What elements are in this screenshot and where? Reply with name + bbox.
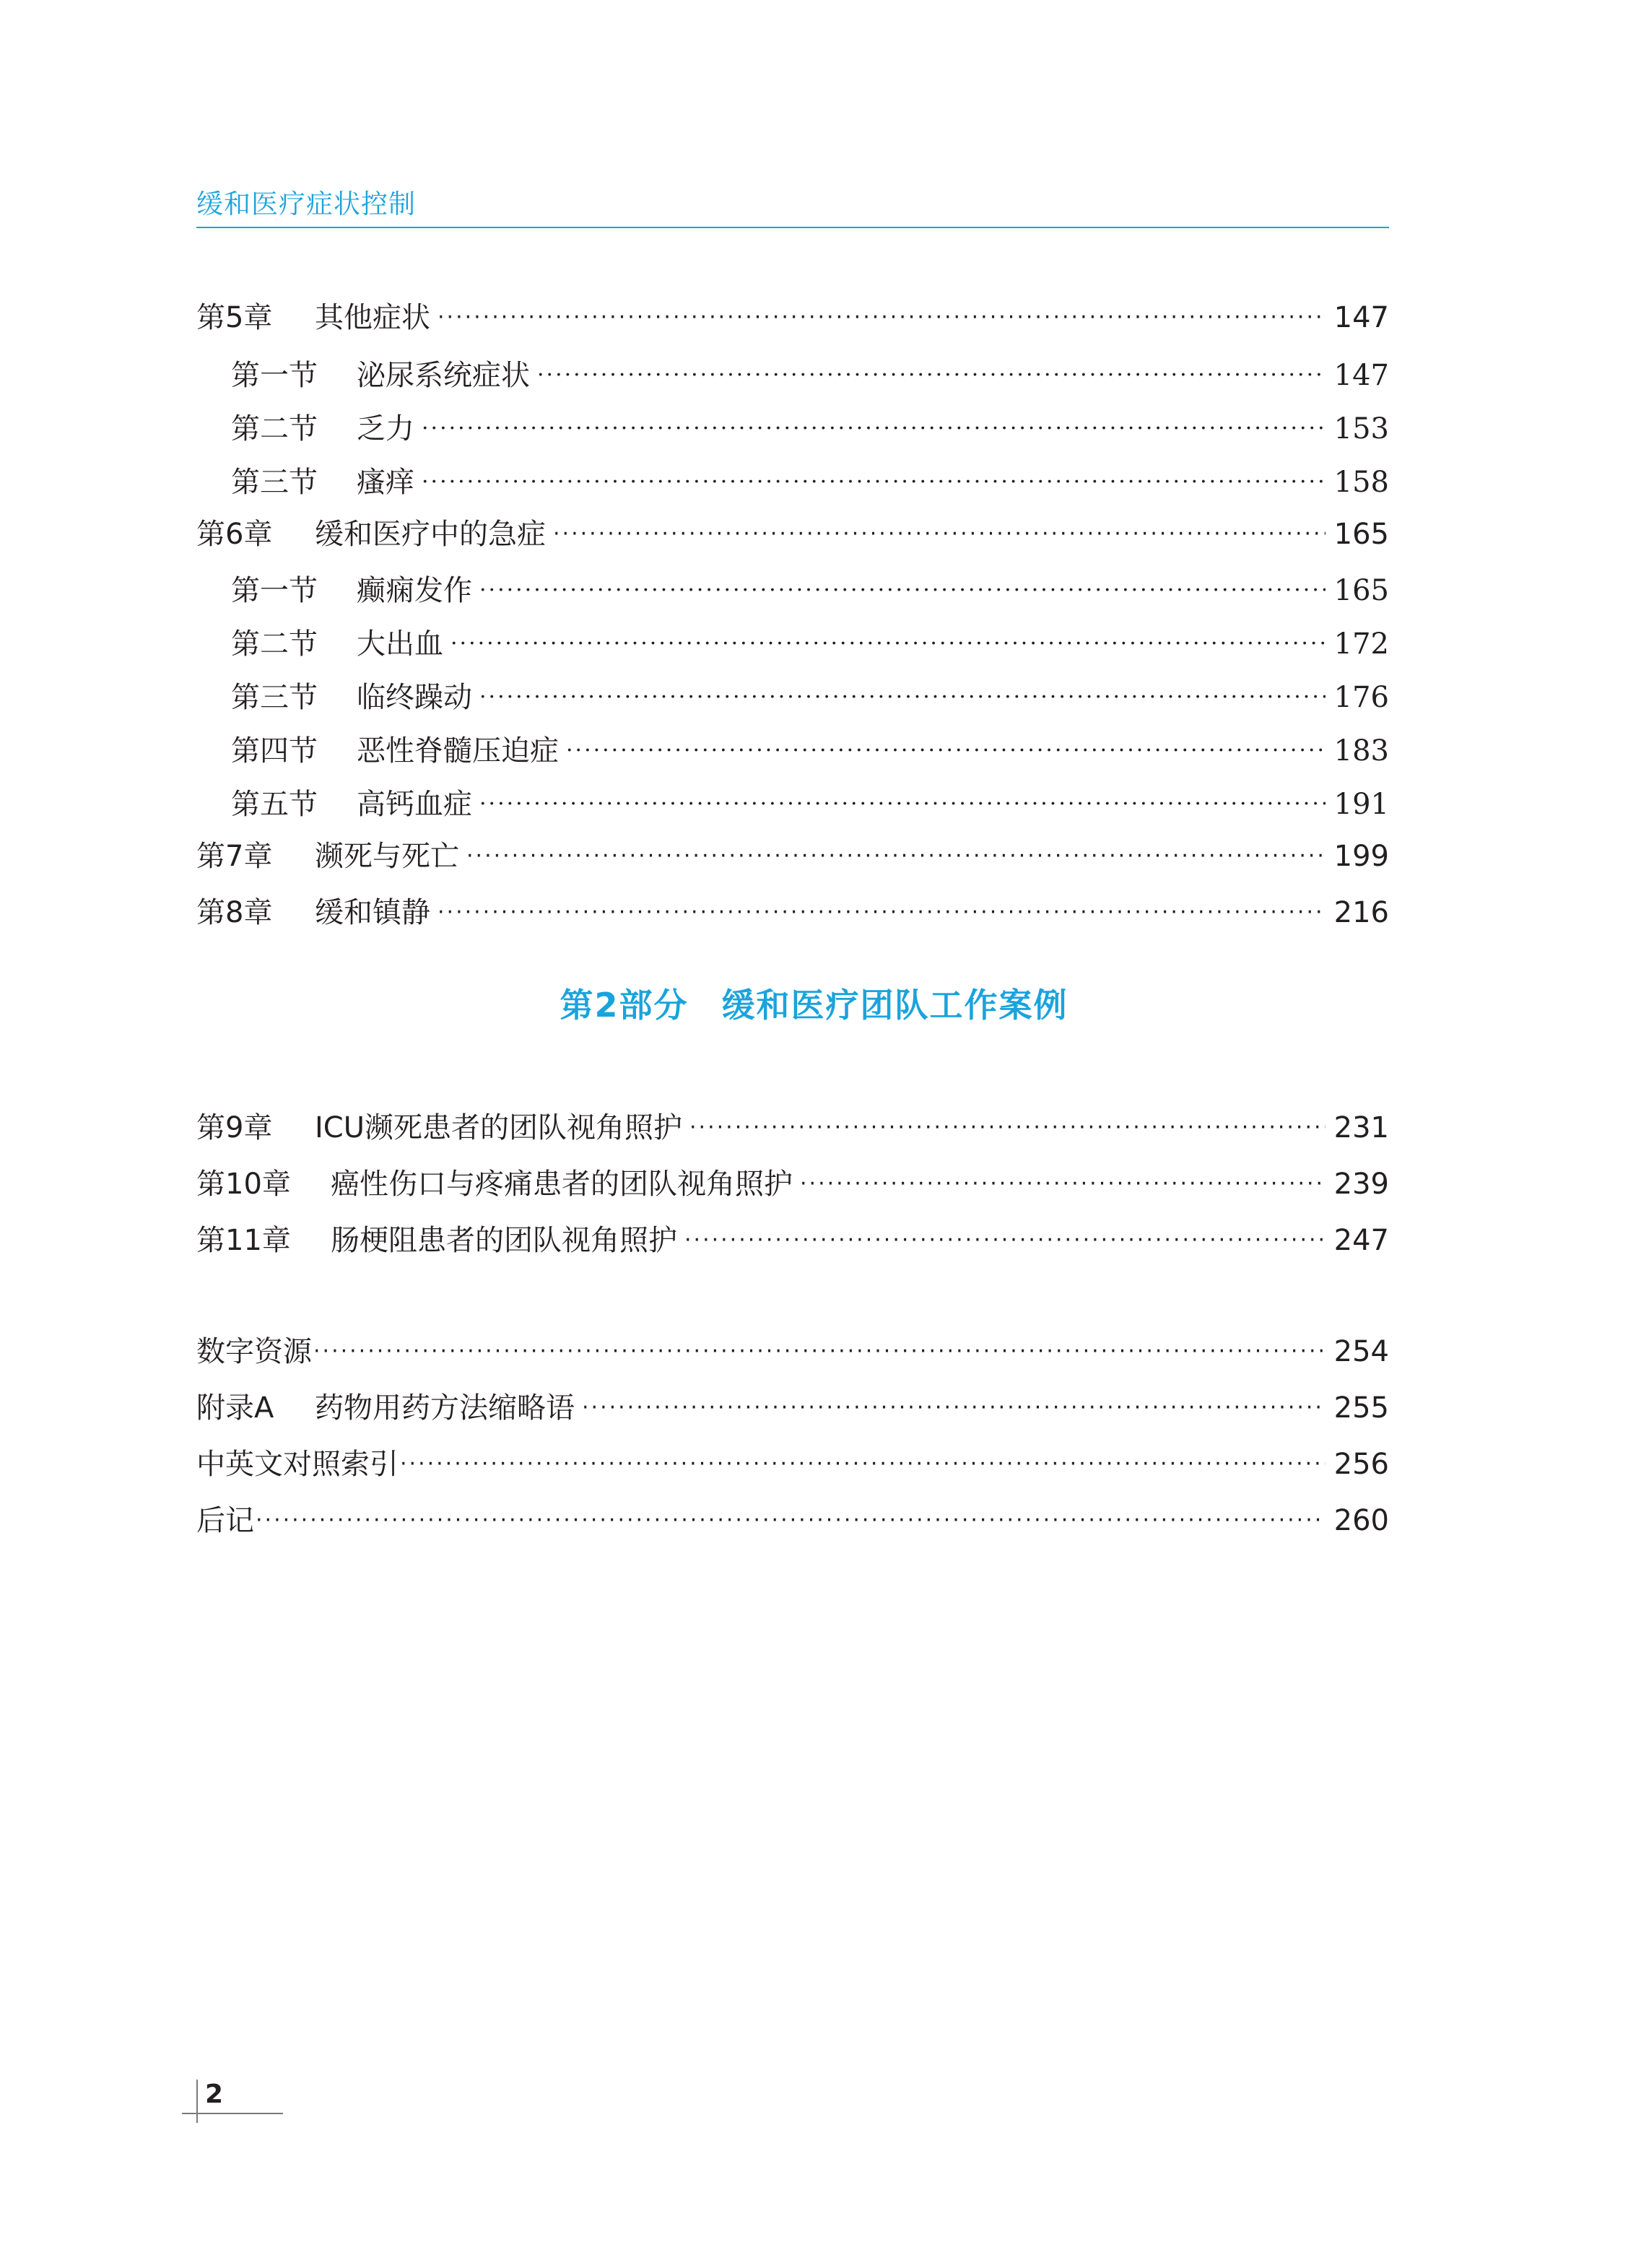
toc-page-number: 256 [1333,1448,1389,1481]
toc-chapter-title: 缓和医疗中的急症 [315,518,546,551]
toc-section-number: 第二节 [231,412,318,446]
toc-chapter-title: 缓和镇静 [315,896,430,929]
toc-leader-dots [422,416,1326,441]
toc-leader-dots [422,469,1326,495]
toc-entry-section[interactable] [196,352,1389,394]
toc-leader-dots [684,1228,1326,1253]
toc-entry-section[interactable] [196,459,1389,500]
toc-leader-dots [479,685,1326,710]
folio-vertical-rule [196,2080,198,2123]
toc-leader-dots [438,305,1326,330]
toc-leader-dots [689,1115,1326,1140]
toc-leader-dots [479,578,1326,603]
toc-section-title: 泌尿系统症状 [357,359,530,392]
toc-entry-chapter-7[interactable] [196,833,1389,874]
running-head-title: 缓和医疗症状控制 [196,188,416,220]
toc-leader-dots [566,738,1326,763]
part-heading [0,979,1628,1027]
folio-horizontal-rule [182,2113,283,2114]
toc-page-number: 176 [1333,681,1389,714]
part-title: 缓和医疗团队工作案例 [721,986,1068,1025]
toc-leader-dots [450,631,1326,656]
toc-chapter-title: 癌性伤口与疼痛患者的团队视角照护 [331,1168,793,1201]
toc-page-number: 183 [1333,734,1389,768]
toc-page-number: 165 [1333,518,1389,551]
toc-section-title: 高钙血症 [357,788,472,821]
toc-chapter-title: 其他症状 [315,301,430,334]
toc-section-number: 第三节 [231,466,318,499]
toc-page-number: 172 [1333,627,1389,661]
part-label: 第2部分 [560,986,689,1025]
toc-leader-dots [466,843,1326,869]
toc-entry-section[interactable] [196,568,1389,609]
toc-chapter-title: 濒死与死亡 [315,840,459,873]
toc-section-title: 瘙痒 [357,466,414,499]
toc-leader-dots [438,900,1326,925]
toc-chapter-title: ICU濒死患者的团队视角照护 [315,1111,683,1144]
toc-section-title: 大出血 [357,627,443,661]
toc-entry-title: 中英文对照索引 [196,1448,399,1481]
toc-page-number: 147 [1333,359,1389,392]
toc-entry-section[interactable] [196,728,1389,769]
toc-entry-chapter-11[interactable] [196,1217,1389,1259]
toc-section-number: 第一节 [231,359,318,392]
toc-chapter-number: 第11章 [196,1224,291,1257]
toc-section-title: 癫痫发作 [357,574,472,607]
toc-section-title: 临终躁动 [357,681,472,714]
toc-page-number: 158 [1333,466,1389,499]
toc-page-number: 199 [1333,840,1389,873]
toc-entry-chapter-6[interactable] [196,511,1389,552]
toc-leader-dots [400,1451,1326,1477]
toc-chapter-number: 第9章 [196,1111,273,1144]
toc-page-number: 247 [1333,1224,1389,1257]
toc-leader-dots [256,1508,1326,1533]
toc-entry-title: 数字资源 [196,1335,312,1368]
toc-page-number: 231 [1333,1111,1389,1144]
toc-section-title: 乏力 [357,412,414,446]
toc-section-number: 第四节 [231,734,318,768]
toc-page-number: 260 [1333,1504,1389,1537]
toc-page-number: 165 [1333,574,1389,607]
toc-entry-title: 后记 [196,1504,254,1537]
toc-page-number: 239 [1333,1168,1389,1201]
folio [196,2080,283,2123]
toc-section-number: 第三节 [231,681,318,714]
toc-section-number: 第一节 [231,574,318,607]
toc-entry-section[interactable] [196,674,1389,716]
toc-entry-chapter-9[interactable] [196,1105,1389,1146]
toc-chapter-number: 第6章 [196,518,273,551]
toc-chapter-number: 第5章 [196,301,273,334]
toc-entry-chapter-5[interactable] [196,295,1389,336]
toc-leader-dots [479,791,1326,817]
toc-chapter-title: 肠梗阻患者的团队视角照护 [331,1224,677,1257]
toc-entry-chapter-10[interactable] [196,1161,1389,1202]
toc-leader-dots [553,521,1326,547]
header-rule [196,227,1389,228]
toc-page-number: 191 [1333,788,1389,821]
toc-leader-dots [582,1395,1326,1420]
toc-entry-chapter-8[interactable] [196,890,1389,931]
toc-leader-dots [800,1171,1326,1196]
toc-section-number: 第五节 [231,788,318,821]
toc-entry-afterword[interactable] [196,1498,1389,1539]
toc-chapter-number: 第8章 [196,896,273,929]
toc-entry-title: 药物用药方法缩略语 [315,1391,575,1425]
toc-entry-appendix-a[interactable] [196,1385,1389,1426]
toc-entry-section[interactable] [196,621,1389,662]
toc-section-number: 第二节 [231,627,318,661]
toc-chapter-number: 第10章 [196,1168,291,1201]
toc-page-number: 255 [1333,1391,1389,1425]
toc-entry-index[interactable] [196,1441,1389,1482]
toc-appendix-number: 附录A [196,1391,274,1425]
toc-entry-digital-resources[interactable] [196,1329,1389,1370]
toc-page-number: 254 [1333,1335,1389,1368]
toc-section-title: 恶性脊髓压迫症 [357,734,559,768]
page-number: 2 [205,2080,224,2109]
toc-page-number: 216 [1333,896,1389,929]
toc-entry-section[interactable] [196,781,1389,822]
toc-entry-section[interactable] [196,406,1389,447]
toc-leader-dots [537,362,1326,388]
toc-chapter-number: 第7章 [196,840,273,873]
toc-page-number: 147 [1333,301,1389,334]
toc-page-number: 153 [1333,412,1389,446]
toc-leader-dots [313,1339,1326,1364]
